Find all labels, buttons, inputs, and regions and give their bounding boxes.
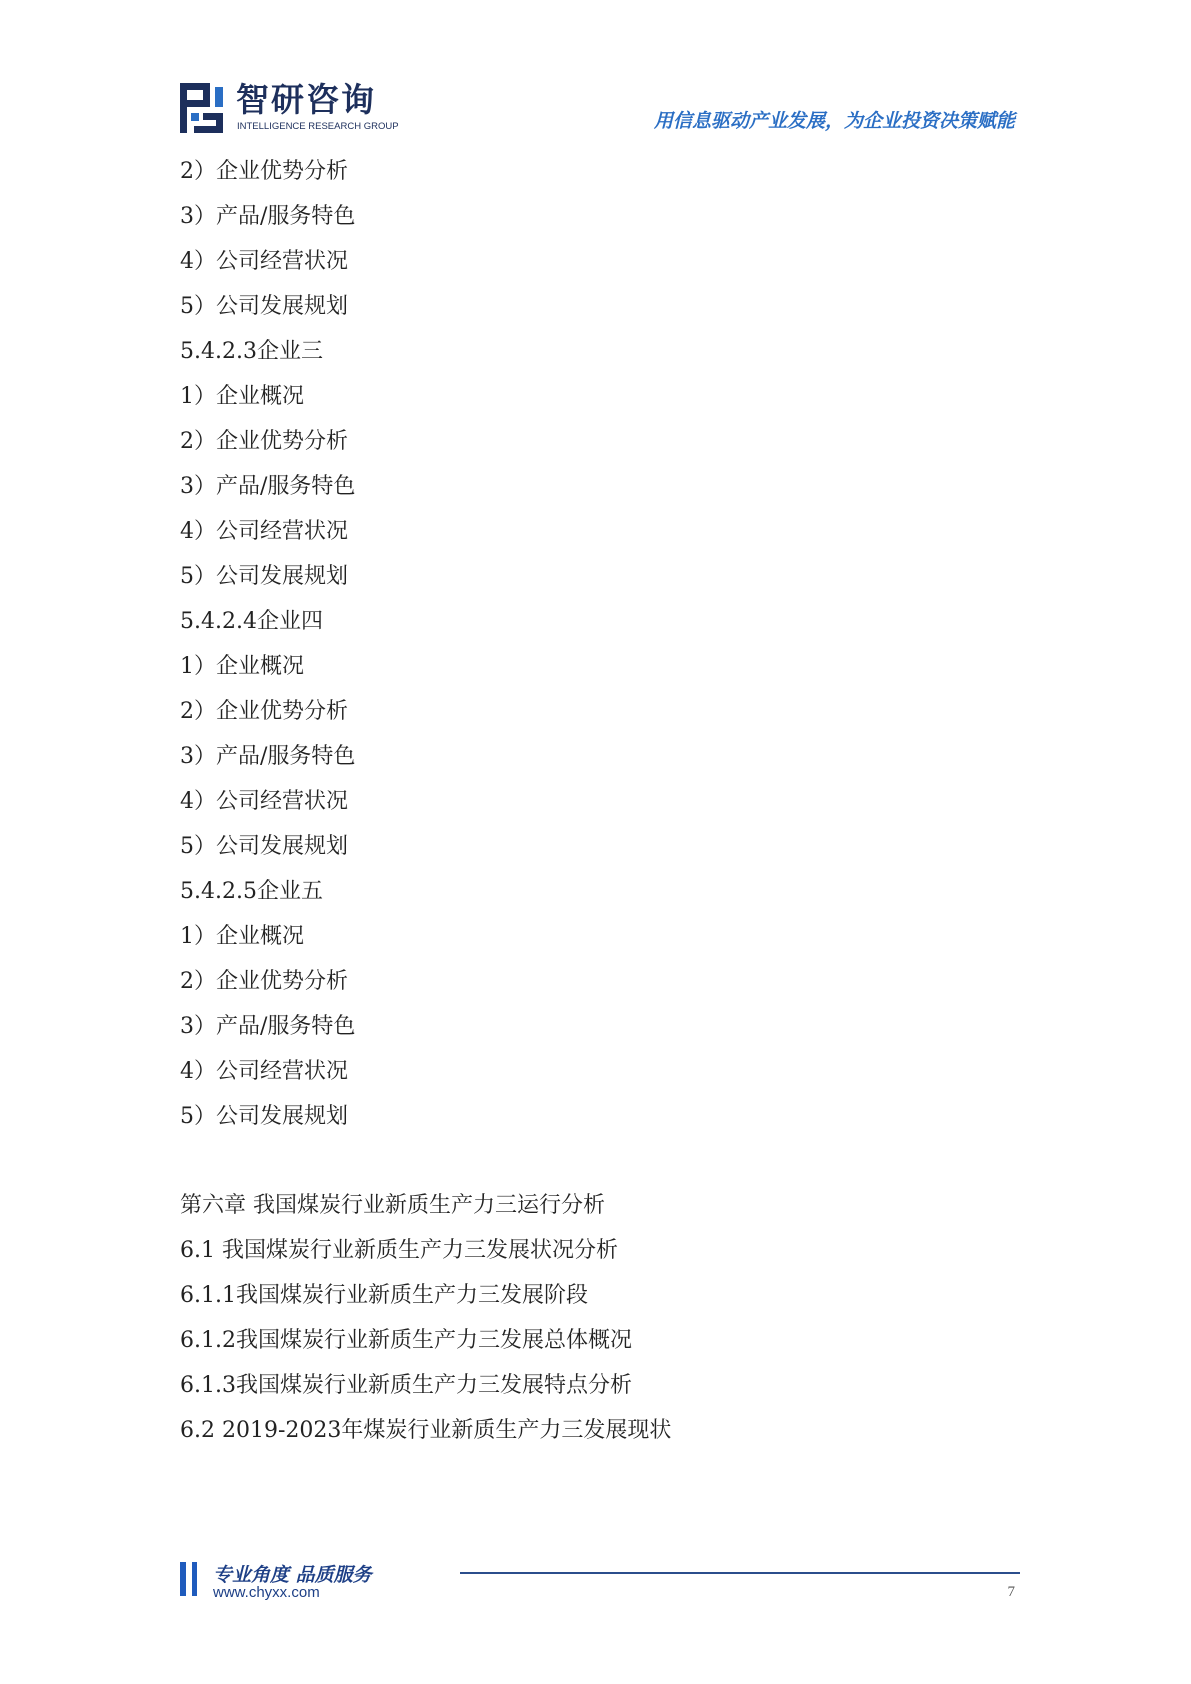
- toc-line: 5）公司发展规划: [180, 1104, 348, 1129]
- footer-divider: [460, 1572, 1020, 1574]
- toc-section-heading: 5.4.2.3企业三: [180, 339, 323, 364]
- footer-bar-icon: [180, 1562, 186, 1596]
- toc-line: 5）公司发展规划: [180, 294, 348, 319]
- toc-line: 6.1.1我国煤炭行业新质生产力三发展阶段: [180, 1283, 588, 1308]
- toc-line: 3）产品/服务特色: [180, 744, 356, 769]
- header-slogan: 用信息驱动产业发展，为企业投资决策赋能: [653, 110, 1015, 132]
- toc-line: 2）企业优势分析: [180, 429, 348, 454]
- toc-line: 5）公司发展规划: [180, 564, 348, 589]
- toc-line: 1）企业概况: [180, 654, 304, 679]
- toc-line: 2）企业优势分析: [180, 699, 348, 724]
- toc-chapter-heading: 第六章 我国煤炭行业新质生产力三运行分析: [180, 1193, 605, 1218]
- brand-subtitle: INTELLIGENCE RESEARCH GROUP: [237, 121, 399, 132]
- page-footer: [180, 1562, 1020, 1612]
- footer-slogan: 专业角度 品质服务: [213, 1564, 372, 1586]
- brand-name: 智研咨询: [236, 80, 376, 119]
- footer-url: www.chyxx.com: [213, 1584, 320, 1601]
- toc-line: 4）公司经营状况: [180, 249, 348, 274]
- toc-section-heading: 5.4.2.5企业五: [180, 879, 323, 904]
- toc-line: 6.1.3我国煤炭行业新质生产力三发展特点分析: [180, 1373, 632, 1398]
- page-number: 7: [1007, 1584, 1015, 1600]
- toc-line: 1）企业概况: [180, 924, 304, 949]
- toc-line: 3）产品/服务特色: [180, 1014, 356, 1039]
- toc-line: 4）公司经营状况: [180, 789, 348, 814]
- toc-line: 4）公司经营状况: [180, 1059, 348, 1084]
- toc-line: 5）公司发展规划: [180, 834, 348, 859]
- footer-bar-icon: [192, 1562, 197, 1596]
- toc-line: 2）企业优势分析: [180, 159, 348, 184]
- toc-line: 4）公司经营状况: [180, 519, 348, 544]
- toc-line: 2）企业优势分析: [180, 969, 348, 994]
- toc-line: 3）产品/服务特色: [180, 474, 356, 499]
- toc-line: 1）企业概况: [180, 384, 304, 409]
- toc-line: 6.2 2019-2023年煤炭行业新质生产力三发展现状: [180, 1418, 672, 1443]
- toc-line: 3）产品/服务特色: [180, 204, 356, 229]
- toc-line: 6.1 我国煤炭行业新质生产力三发展状况分析: [180, 1238, 618, 1263]
- page-header: [180, 80, 1020, 140]
- logo-icon: [180, 83, 226, 133]
- toc-line: 6.1.2我国煤炭行业新质生产力三发展总体概况: [180, 1328, 632, 1353]
- toc-section-heading: 5.4.2.4企业四: [180, 609, 323, 634]
